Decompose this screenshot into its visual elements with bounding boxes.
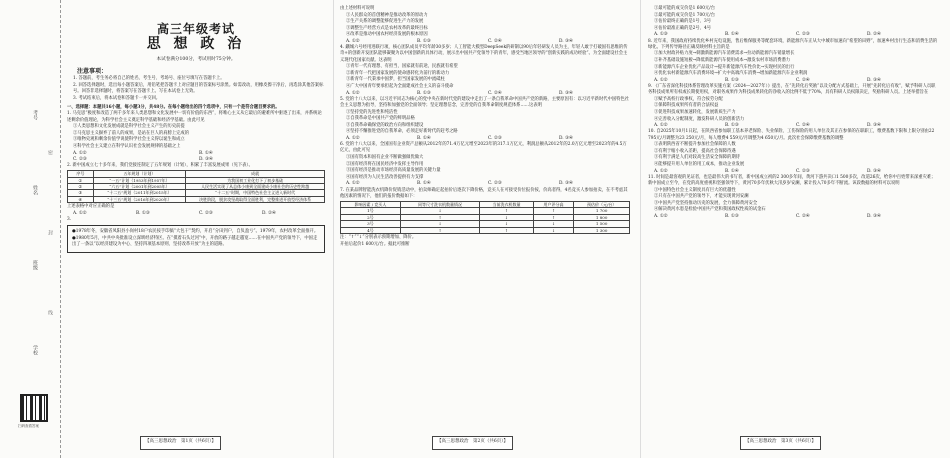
question-item: ①表明陕西省不断提升参加社会保障的人数 [654, 142, 736, 148]
question-item: ②自我革命是中国共产党的鲜明品格 [346, 116, 415, 122]
exam-subject: 思 想 政 治 [146, 36, 246, 52]
table-header: 成就 [186, 171, 325, 177]
option[interactable]: D. ③④ [867, 77, 881, 83]
question-item: ①人类思想和文化发展成就是科学社会主义产生的历史前提 [73, 124, 185, 130]
option[interactable]: B. ①③ [417, 38, 431, 44]
question-item: ③中国共产党坚持推动历史的发展，全力保障黄河安全 [654, 200, 758, 206]
question-item: ①国有资本和国有企业不断做强做优做大 [346, 154, 424, 160]
question-item: ②新青年一代把国家发展的使命感转化为前行的新动力 [346, 70, 450, 76]
answer-options [67, 211, 325, 217]
option[interactable]: D. ②④ [867, 32, 881, 38]
question-stem: 11. 时间是最客观的见证者，也是最伟大的书写者，新中国成立初的2 300多年间，黄河下游共决口1 500多次，改道26次，给你中百姓带来深重灾难；新中国成立至今，在党的高度重视和坚强领导下，黄河70多年伏秋大汛岁岁安澜，累计投入70多年不断流。该段数据的材料可以说明 [648, 174, 936, 186]
question-tail: 由上述材料可说明 [340, 6, 375, 11]
cell: 3号 [341, 221, 401, 227]
option[interactable]: C. ②③ [796, 168, 810, 174]
option[interactable]: D. ③④ [559, 135, 573, 141]
material-box [67, 225, 325, 252]
question-stem: 1. 马克思“极度和改造了两千多年来人类思想和文化发展中一切有价值的东西”，将唯心主义从它最后的避难所中驱逐了出来，并系统论述剩余价值理论，为科学社会主义奠定科学基础和经济学基础。由此可见 [67, 111, 322, 123]
cell: “十二五”时期，中国特色社会主义进入新时代 [186, 190, 325, 196]
question-stem: 9. 《广东省深化科技体系管理改革实施方案（2024—2027年）》提出，在“先转化后奖励”以及分配方式基础上，开展“先转化后有收”，赋予科研人员职务科技成果所有权或长期使用权，对职务成果作为科技成果转化的净收入的比例不低于70%，具有科研人员权限决定，奖励科研人员。上述举措旨在 [648, 83, 936, 96]
option[interactable]: D. ③④ [867, 213, 881, 219]
cell: ↑ [533, 214, 574, 220]
qr-caption: 扫码查看答案 [18, 424, 39, 428]
question-stem: 7. 在某品牌智能洗衣机降价促销活动中，拍卖师确定起拍价后逐次下降价格，竞买人在可接受价位报价按，价高者得，4名竞买人参加拍卖，在不考虑其他因素的情况下，他们的报价数据如下： [340, 187, 628, 199]
question-item: ①人民群众的首创精神是推动改革的原动力 [346, 12, 428, 18]
question-item: ③新青年一代秉承中国梦，担当国家发展的中流砥柱 [346, 77, 445, 83]
question-item: ②国有经济将在国民经济中发挥主导作用 [346, 161, 424, 167]
page-1 [67, 6, 325, 255]
question-item: ②保障科技成果所有者的合法权益 [654, 103, 719, 109]
page-divider [333, 0, 334, 458]
page-3 [648, 6, 938, 220]
question-item: ②补齐基础设施短板→降低新能源汽车使用成本→激发农村市场消费潜力 [654, 57, 791, 63]
option[interactable]: B. ①④ [417, 135, 431, 141]
plan-table [67, 170, 325, 203]
cell: ↓ [400, 208, 479, 214]
option[interactable]: D. ③④ [559, 181, 573, 187]
table-note: 注：“↑”“↓”分别表示预期增加、降价。 [340, 234, 417, 240]
answer-options [648, 169, 938, 175]
table-header: 同等尺寸洗衣机数量情况 [400, 201, 479, 207]
question-stem: 2. 新中国成立七十多年来，我们党接连制定了五年规划（计划），积累了丰富发展成果（见下表）。 [67, 162, 253, 168]
page-footer: 【高三思想政治 第2页（共6页）】 [432, 436, 513, 450]
question-item: ③调整生产经营方式是农村改革的最终目标 [346, 25, 428, 31]
option[interactable]: B. ①③ [725, 77, 739, 83]
cell: 1 800 [574, 214, 630, 220]
question-item: ③促进科技成果加速转化，发展新质生产力 [654, 109, 736, 115]
notes-heading: 注意事项： [77, 68, 108, 76]
question-number: 3. [67, 217, 72, 222]
question-item: ②马克思主义摒弃了前人的成果，是站在巨人的肩膀上完成的 [73, 130, 190, 136]
cell: ③ [68, 190, 94, 196]
cell: 为我国初工业化打下了初步基础 [186, 177, 325, 183]
margin-label-name: 姓名 [32, 185, 38, 195]
option[interactable]: A. ①③ [654, 32, 668, 38]
option[interactable]: D. ③④ [559, 38, 573, 44]
cell: ↓ [480, 214, 534, 220]
option[interactable]: B. ①③ [725, 213, 739, 219]
table-row [341, 227, 630, 233]
qr-code[interactable] [20, 394, 48, 422]
cell: 1 300 [574, 227, 630, 233]
question-item: ③有利于满足人们对较高生活安全保障的期待 [654, 155, 740, 161]
cell: ↑ [400, 214, 479, 220]
option[interactable]: B. ①④ [199, 150, 213, 156]
table-header: 序号 [68, 171, 94, 177]
option[interactable]: D. ③④ [559, 90, 573, 96]
question-item: ②生产关系的调整能够促进生产力的发展 [346, 19, 424, 25]
option[interactable]: C. ②④ [488, 38, 502, 44]
page-2 [340, 6, 630, 248]
question-item: ④广大中国青年要承担起为全面建成社会主义的奋斗使命 [346, 83, 454, 89]
bid-table [340, 201, 630, 234]
option[interactable]: A. ①② [346, 90, 360, 96]
question-item: ②只有在中国共产党的领导下，才能实现黄河安澜 [654, 194, 749, 200]
question-item: ④科学社会主义建立在科学认识社会发展规律的基础之上 [73, 143, 181, 149]
question-stem: 4. 鐵城六号经用进联行项，核心团队成员平均年龄30多岁；人工智能大模型DeepSeek的研制以90后年轻研发人员为主，年轻人敢于打破固有思维的传奇+的创新开发团队能够凝聚为以中国创新的具体行动，展示出中国共产党领导下的青年，感受当地区领导的“创新实践的成功经验”。为全面建设社会主义现代化国家贡献。这表明 [340, 45, 628, 63]
question-stem: 6. 党的十八大以来，全国国有企业资产总额从2012年的71.4万亿元增至2023年的317.1万亿元，利润总额从2012年的2.0万亿元增至2023年的4.5万亿元，由此可见 [340, 142, 627, 154]
cell: 1号 [341, 208, 401, 214]
answer-options [340, 181, 630, 187]
margin-label-exam-no: 考号 [32, 110, 38, 120]
question-item: ①加大财政补贴力度→刺激新能源汽车消费需求→拉动新能源汽车销量增长 [654, 51, 795, 57]
question-stem: 8. 近年来，我国政府持续优化乡村充电设施，售后维保服务等配套环境，新能源汽车正从大中城市加速向“希望的田野”，加速乡村出行生态和消费生活的绿化。下列传导路径正确反映材料主旨的是 [648, 38, 938, 50]
margin-cut-feng: 封 [47, 230, 53, 235]
question-item: ②有利于缩小收入差距，提高社会保障待遇 [654, 148, 736, 154]
option[interactable]: A. ①② [654, 123, 668, 129]
option[interactable]: A. ①② [73, 150, 87, 156]
option[interactable]: A. ①② [654, 77, 668, 83]
page-footer: 【高三思想政治 第3页（共6页）】 [740, 436, 821, 450]
option[interactable]: B. ①④ [725, 32, 739, 38]
cell: ② [68, 183, 94, 189]
cell: ↓ [533, 227, 574, 233]
margin-cut-xian: 线 [47, 310, 53, 315]
cell: 决胜阶段，脱贫攻坚战取得全面胜利，完整推进开放型经济体系 [186, 196, 325, 202]
option[interactable]: C. ②③ [488, 181, 502, 187]
cell: ↑ [533, 208, 574, 214]
material-item: ●1978年冬，安徽省凤阳县小岗村18户农民按手印搞“大包干”契约，开启“分田到户，自负盈亏”。1979年，农村改革全面推开。 [72, 229, 319, 235]
option[interactable]: B. ①③ [136, 210, 150, 216]
exam-title: 高三年级考试 [156, 22, 235, 36]
option[interactable]: A. ①② [654, 168, 668, 174]
table-row [68, 196, 325, 202]
question-item: ③自我革命确保党的政治方向和组织建设 [346, 122, 424, 128]
question-tail: 开拍后起价1 600元/台。据此可推断 [340, 241, 410, 247]
question-item: ④改革是推动中国农村经济发展的根本原因 [346, 32, 428, 38]
question-item: ④坚持不懈推进党的自我革命，必须走好新时代的赶考之路 [346, 129, 458, 135]
option[interactable]: A. ①② [346, 38, 360, 44]
cell: “十三五”规划（2016年到2020年） [93, 196, 186, 202]
option[interactable]: C. ②③ [73, 156, 87, 162]
cell: ↓ [400, 221, 479, 227]
answer-options [340, 91, 630, 97]
cell: ↓ [533, 221, 574, 227]
question-item: ③唯物史观和剩余价值学说使科学社会主义得以诞生和成立 [73, 137, 185, 143]
table-header: 影响因素 / 竞买人 [341, 201, 401, 207]
table-header: 用户评分高 [533, 201, 574, 207]
question-item: ④估价最准正确的是2号、4号 [654, 25, 712, 31]
option[interactable]: D. ②④ [262, 210, 276, 216]
question-item: ④优化农村新能源汽车消费环境→扩大中高端汽车消费→增加新能源汽车企业利润 [654, 71, 808, 77]
table-header: 五年规划（计划） [93, 171, 186, 177]
option[interactable]: C. ②③ [199, 210, 213, 216]
exam-meta: 本试卷满分100分，考试用时75分钟。 [156, 57, 236, 62]
cell: 人民生活实现了从总体小康到全面建成小康社会的历史性跨越 [186, 183, 325, 189]
option[interactable]: A. ①② [346, 135, 360, 141]
option[interactable]: D. ③④ [199, 156, 213, 162]
table-header: 预估价（元/台） [574, 201, 630, 207]
cell: ↑ [480, 227, 534, 233]
option[interactable]: A. ①② [73, 210, 87, 216]
question-item: ④能够提升用人单位的用工成本，推动企业发展 [654, 161, 745, 167]
option[interactable]: B. ①③ [725, 123, 739, 129]
cell: ↑ [480, 208, 534, 214]
option[interactable]: C. ②④ [796, 213, 810, 219]
question-item: ④解决黄河水患是检验中国共产党和我国政权性质的试金石 [654, 207, 766, 213]
option[interactable]: B. ①④ [725, 168, 739, 174]
question-item: ④国有经济为人民生活改善提供有力支撑 [346, 174, 424, 180]
page-divider [640, 0, 641, 458]
question-item: ①坚持党的先进性和纯洁性 [346, 109, 398, 115]
question-item: ①中国特色社会主义制度具有巨大的优越性 [654, 187, 736, 193]
option[interactable]: C. ②④ [796, 77, 810, 83]
question-stem: 10. 自2025年10月1日起，在陕西省参加职工基本养老保险、失业保险、工伤保险的用人单位及其正在参保的在职职工，缴费基数下限和上限分别由22 795元/月调整为23 250元/月，每人缴费4 559元/月调整为4 650元/月。此次社会保障缴费基数的调整 [648, 129, 935, 141]
note-item: 2. 回答选择题时，选出每小题答案后，用铅笔把答题卡上对应题目的答案标号涂黑。如需改动，用橡皮擦干净后，再选涂其他答案标号。回答非选择题时，将答案写在答题卡上。写在本试卷上无效。 [73, 82, 324, 94]
option[interactable]: B. ①④ [417, 181, 431, 187]
cell: ④ [68, 196, 94, 202]
option[interactable]: C. ②③ [796, 32, 810, 38]
answer-options [648, 214, 938, 220]
cell: 4号 [341, 227, 401, 233]
note-item: 3. 考试结束后，将本试卷和答题卡一并交回。 [73, 95, 161, 101]
cell: ① [68, 177, 94, 183]
question-item: ②最可能的成交价是1 700元/台 [654, 12, 716, 18]
question-item: ①青年一代有理想、有担当，国家就有前途，民族就有希望 [346, 64, 458, 70]
question-item: ①最可能的成交价是1 600元/台 [654, 6, 716, 11]
material-item: ●1980年5月，中共中央批准设立深圳经济特区。在“摸着石头过河”中，开放的路子越走越宽……在中国共产党的领导下，中国走出了一条以“以经济建设为中心、坚持四项基本原则、坚持改革开放”为主的道路。 [72, 235, 318, 247]
note-item: 1. 答题前，考生务必将自己的姓名、考生号、考场号、座位号填写在答题卡上。 [73, 76, 225, 82]
option[interactable]: A. ①② [346, 181, 360, 187]
question-item: ③国有经济是推动市场经济高质量发展的关键力量 [346, 168, 441, 174]
option[interactable]: B. ①③ [417, 90, 431, 96]
question-item: ③估价最终正确的是1号、3号 [654, 19, 712, 25]
margin-cut-mi: 密 [47, 150, 53, 155]
cell: “一五”计划（1953年到1957年） [93, 177, 186, 183]
option[interactable]: C. ②④ [796, 123, 810, 129]
cell: 1 700 [574, 208, 630, 214]
cell: “十二五”规划（2011年到2015年） [93, 190, 186, 196]
question-tail: 上述表格中对应正确的是 [67, 204, 115, 210]
binding-margin [0, 0, 61, 458]
cell: ↓ [480, 221, 534, 227]
option[interactable]: C. ②③ [488, 135, 502, 141]
section-heading: 一、选择题：本题共16小题，每小题3分，共48分。在每小题给出的四个选项中，只有一个是符合题目要求的。 [67, 104, 280, 110]
question-item: ③新能源汽车企业优化产品设计→提升新能源汽车性价比→实现村民的出行 [654, 64, 795, 70]
option[interactable]: D. ③④ [867, 123, 881, 129]
margin-label-class: 班级 [32, 260, 38, 270]
question-item: ④完善收入分配制度，激发科研人员的创新活力 [654, 116, 745, 122]
cell: 1 500 [574, 221, 630, 227]
answer-options [648, 32, 938, 38]
option[interactable]: A. ①② [654, 213, 668, 219]
page-footer: 【高三思想政治 第1页（共6页）】 [140, 436, 221, 450]
margin-label-school: 学校 [32, 345, 38, 355]
question-item: ①赋予高校行政事权，符合按劳分配 [654, 96, 723, 102]
table-header: 当前洗衣机数量 [480, 201, 534, 207]
cell: ↑ [400, 227, 479, 233]
question-stem: 5. 党的十八大以来，以习近平同志为核心的党中央在新时代党的建设中走出了一条自我革命中国共产党的新路，主要原因有：以习近平新时代中国特色社会主义思想为指导，坚持和加强党的全面领导；坚定理想信念，完善党的自我革命制度规范体系……这表明 [340, 96, 630, 108]
option[interactable]: D. ③④ [867, 168, 881, 174]
cell: 2号 [341, 214, 401, 220]
cell: “六五”计划（2001年到2005年） [93, 183, 186, 189]
option[interactable]: C. ②④ [488, 90, 502, 96]
